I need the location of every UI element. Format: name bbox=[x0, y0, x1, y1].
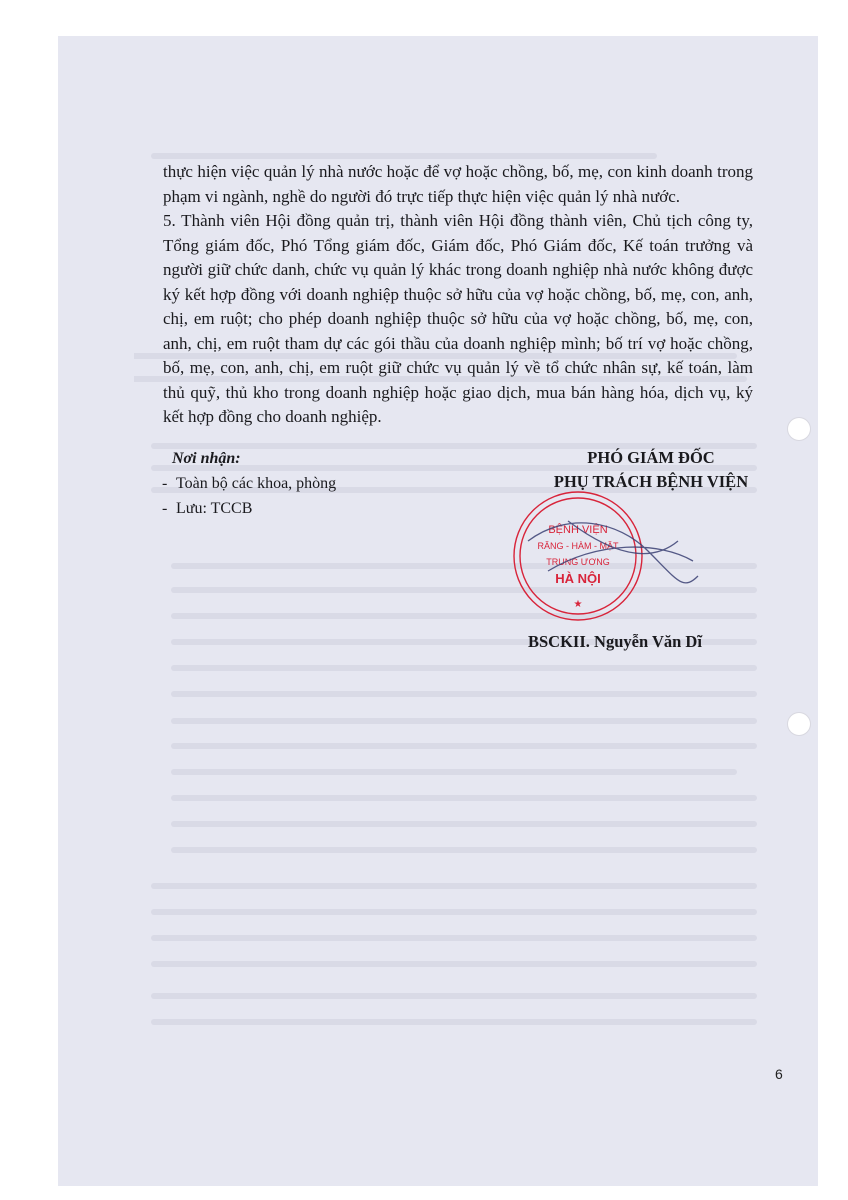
recipients-block bbox=[162, 446, 336, 521]
stamp-line-4: HÀ NỘI bbox=[555, 571, 601, 586]
signer-name: BSCKII. Nguyễn Văn Dĩ bbox=[528, 632, 702, 651]
recipient-text: Lưu: TCCB bbox=[176, 500, 253, 517]
recipient-dash: - bbox=[162, 500, 168, 517]
signer-title-line1: PHÓ GIÁM ĐỐC bbox=[587, 448, 715, 467]
stamp-line-3: TRUNG ƯƠNG bbox=[546, 557, 610, 567]
page-number: 6 bbox=[775, 1066, 783, 1082]
recipient-item bbox=[162, 496, 336, 521]
body-paragraph: thực hiện việc quản lý nhà nước hoặc để vợ hoặc chồng, bố, mẹ, con kinh doanh trong phạm vi ngành, nghề do người đó trực tiếp thực hiện việc quản lý nhà nước. bbox=[163, 162, 753, 206]
signer-title-line2: PHỤ TRÁCH BỆNH VIỆN bbox=[553, 472, 749, 491]
stamp-star-icon: ★ bbox=[573, 599, 583, 610]
recipients-label: Nơi nhận: bbox=[172, 450, 241, 467]
recipient-item bbox=[162, 471, 336, 496]
recipient-text: Toàn bộ các khoa, phòng bbox=[176, 475, 337, 492]
document-body bbox=[163, 160, 753, 430]
hospital-stamp bbox=[508, 481, 708, 631]
stamp-line-2: RĂNG - HÀM - MẶT bbox=[537, 541, 619, 551]
recipient-dash: - bbox=[162, 475, 168, 492]
document-page bbox=[58, 36, 818, 1186]
stamp-line-1: BỆNH VIỆN bbox=[548, 524, 608, 536]
punch-hole bbox=[788, 418, 810, 440]
body-paragraph: 5. Thành viên Hội đồng quản trị, thành viên Hội đồng thành viên, Chủ tịch công ty, Tổng giám đốc, Phó Tổng giám đốc, Giám đốc, Phó Giám đốc, Kế toán trưởng và người giữ chức danh, chức vụ quản lý khác trong doanh nghiệp nhà nước không được ký kết hợp đồng với doanh nghiệp thuộc sở hữu của vợ hoặc chồng, bố, mẹ, con, anh, chị, em ruột; cho phép doanh nghiệp thuộc sở hữu của vợ hoặc chồng, bố, mẹ, con, anh, chị, em ruột tham dự các gói thầu của doanh nghiệp mình; bố trí vợ hoặc chồng, bố, mẹ, con, anh, chị, em ruột giữ chức vụ quản lý về tổ chức nhân sự, kế toán, làm thủ quỹ, thủ kho trong doanh nghiệp hoặc giao dịch, mua bán hàng hóa, dịch vụ, ký kết hợp đồng cho doanh nghiệp. bbox=[163, 211, 753, 426]
punch-hole bbox=[788, 713, 810, 735]
stamp-inner-ring bbox=[520, 498, 636, 614]
